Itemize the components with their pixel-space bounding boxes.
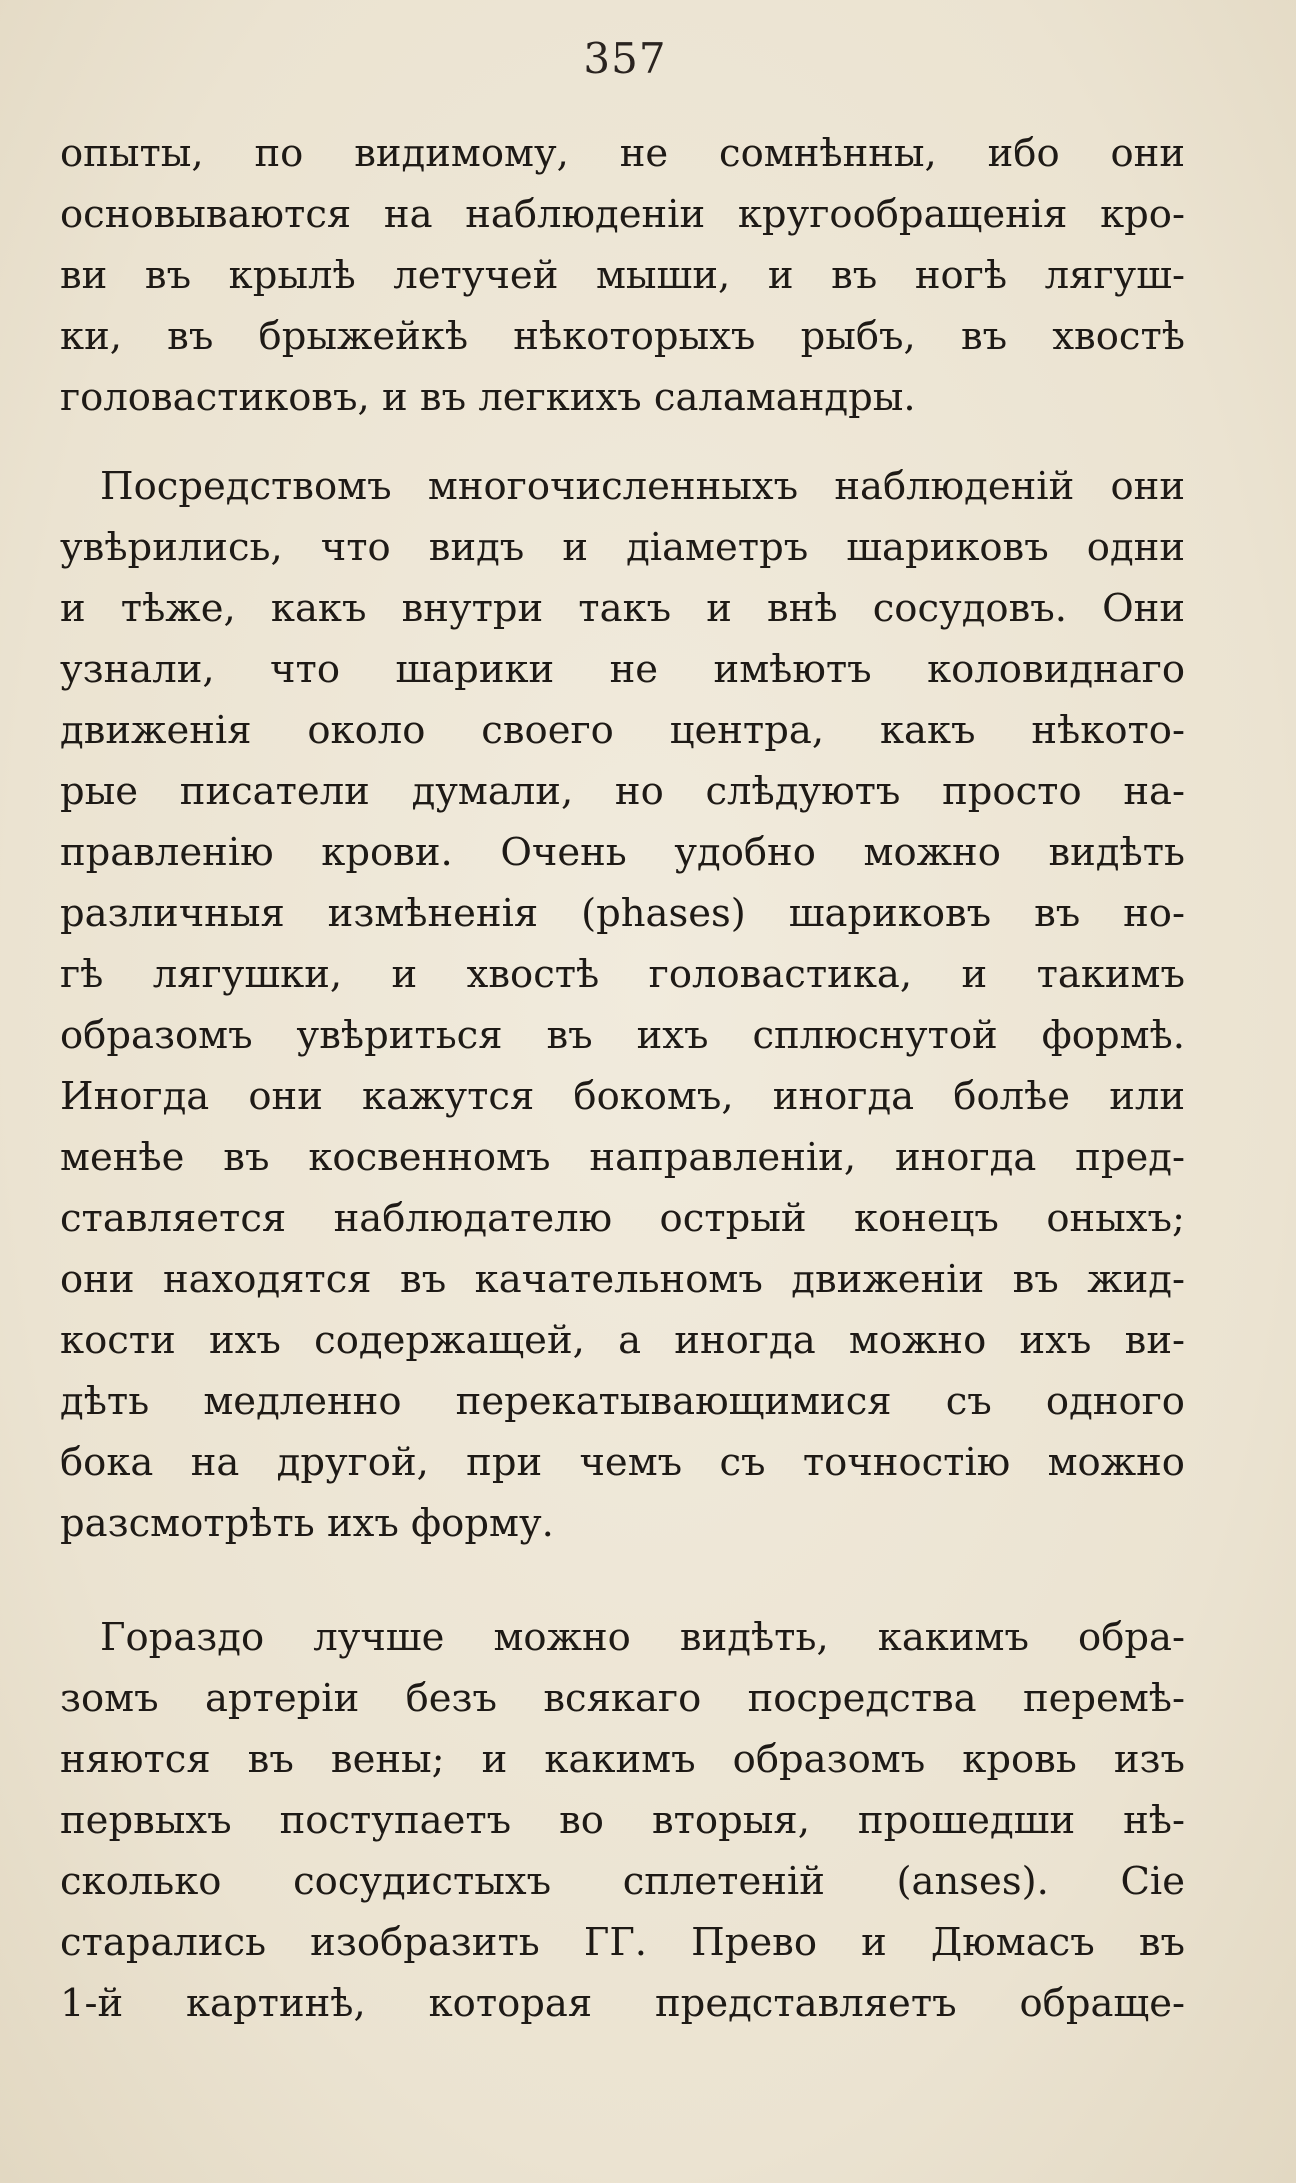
text-line: менѣе въ косвенномъ направленіи, иногда пред- [60, 1135, 1185, 1180]
text-line: гѣ лягушки, и хвостѣ головастика, и такимъ [60, 952, 1185, 997]
text-line: правленію крови. Очень удобно можно видѣть [60, 830, 1185, 875]
paragraph [60, 123, 1185, 428]
page-number: 357 [583, 34, 667, 83]
text-line: рые писатели думали, но слѣдуютъ просто на- [60, 769, 1185, 814]
text-line: сколько сосудистыхъ сплетеній (anses). Сіе [60, 1859, 1185, 1904]
text-line: Гораздо лучше можно видѣть, какимъ обра- [100, 1615, 1185, 1660]
text-line: зомъ артеріи безъ всякаго посредства перемѣ- [60, 1676, 1185, 1721]
text-line: ви въ крылѣ летучей мыши, и въ ногѣ лягуш- [60, 253, 1185, 298]
text-line: дѣть медленно перекатывающимися съ одного [60, 1379, 1185, 1424]
text-line: различныя измѣненія (phases) шариковъ въ но- [60, 891, 1185, 936]
text-line: Иногда они кажутся бокомъ, иногда болѣе или [60, 1074, 1185, 1119]
text-line: кости ихъ содержащей, а иногда можно ихъ ви- [60, 1318, 1185, 1363]
text-line: головастиковъ, и въ легкихъ саламандры. [60, 375, 916, 420]
text-line: ставляется наблюдателю острый конецъ оныхъ; [60, 1196, 1185, 1241]
text-line: ки, въ брыжейкѣ нѣкоторыхъ рыбъ, въ хвостѣ [60, 314, 1185, 359]
text-line: основываются на наблюденіи кругообращенія кро- [60, 192, 1185, 237]
text-line: движенія около своего центра, какъ нѣкото- [60, 708, 1185, 753]
text-line: старались изобразить ГГ. Прево и Дюмасъ въ [60, 1920, 1185, 1965]
text-line: 1-й картинѣ, которая представляетъ обраще- [60, 1981, 1185, 2026]
text-line: узнали, что шарики не имѣютъ коловиднаго [60, 647, 1185, 692]
text-line: увѣрились, что видъ и діаметръ шариковъ одни [60, 525, 1185, 570]
text-line: няются въ вены; и какимъ образомъ кровь изъ [60, 1737, 1185, 1782]
text-line: бока на другой, при чемъ съ точностію можно [60, 1440, 1185, 1485]
paragraph [60, 1607, 1185, 2034]
text-line: опыты, по видимому, не сомнѣнны, ибо они [60, 131, 1185, 176]
text-line: первыхъ поступаетъ во вторыя, прошедши нѣ- [60, 1798, 1185, 1843]
text-line: и тѣже, какъ внутри такъ и внѣ сосудовъ. Они [60, 586, 1185, 631]
paragraph [60, 456, 1185, 1554]
text-line: они находятся въ качательномъ движеніи въ жид- [60, 1257, 1185, 1302]
text-line: Посредствомъ многочисленныхъ наблюденій они [100, 464, 1185, 509]
text-line: разсмотрѣть ихъ форму. [60, 1501, 554, 1546]
text-line: образомъ увѣриться въ ихъ сплюснутой формѣ. [60, 1013, 1185, 1058]
